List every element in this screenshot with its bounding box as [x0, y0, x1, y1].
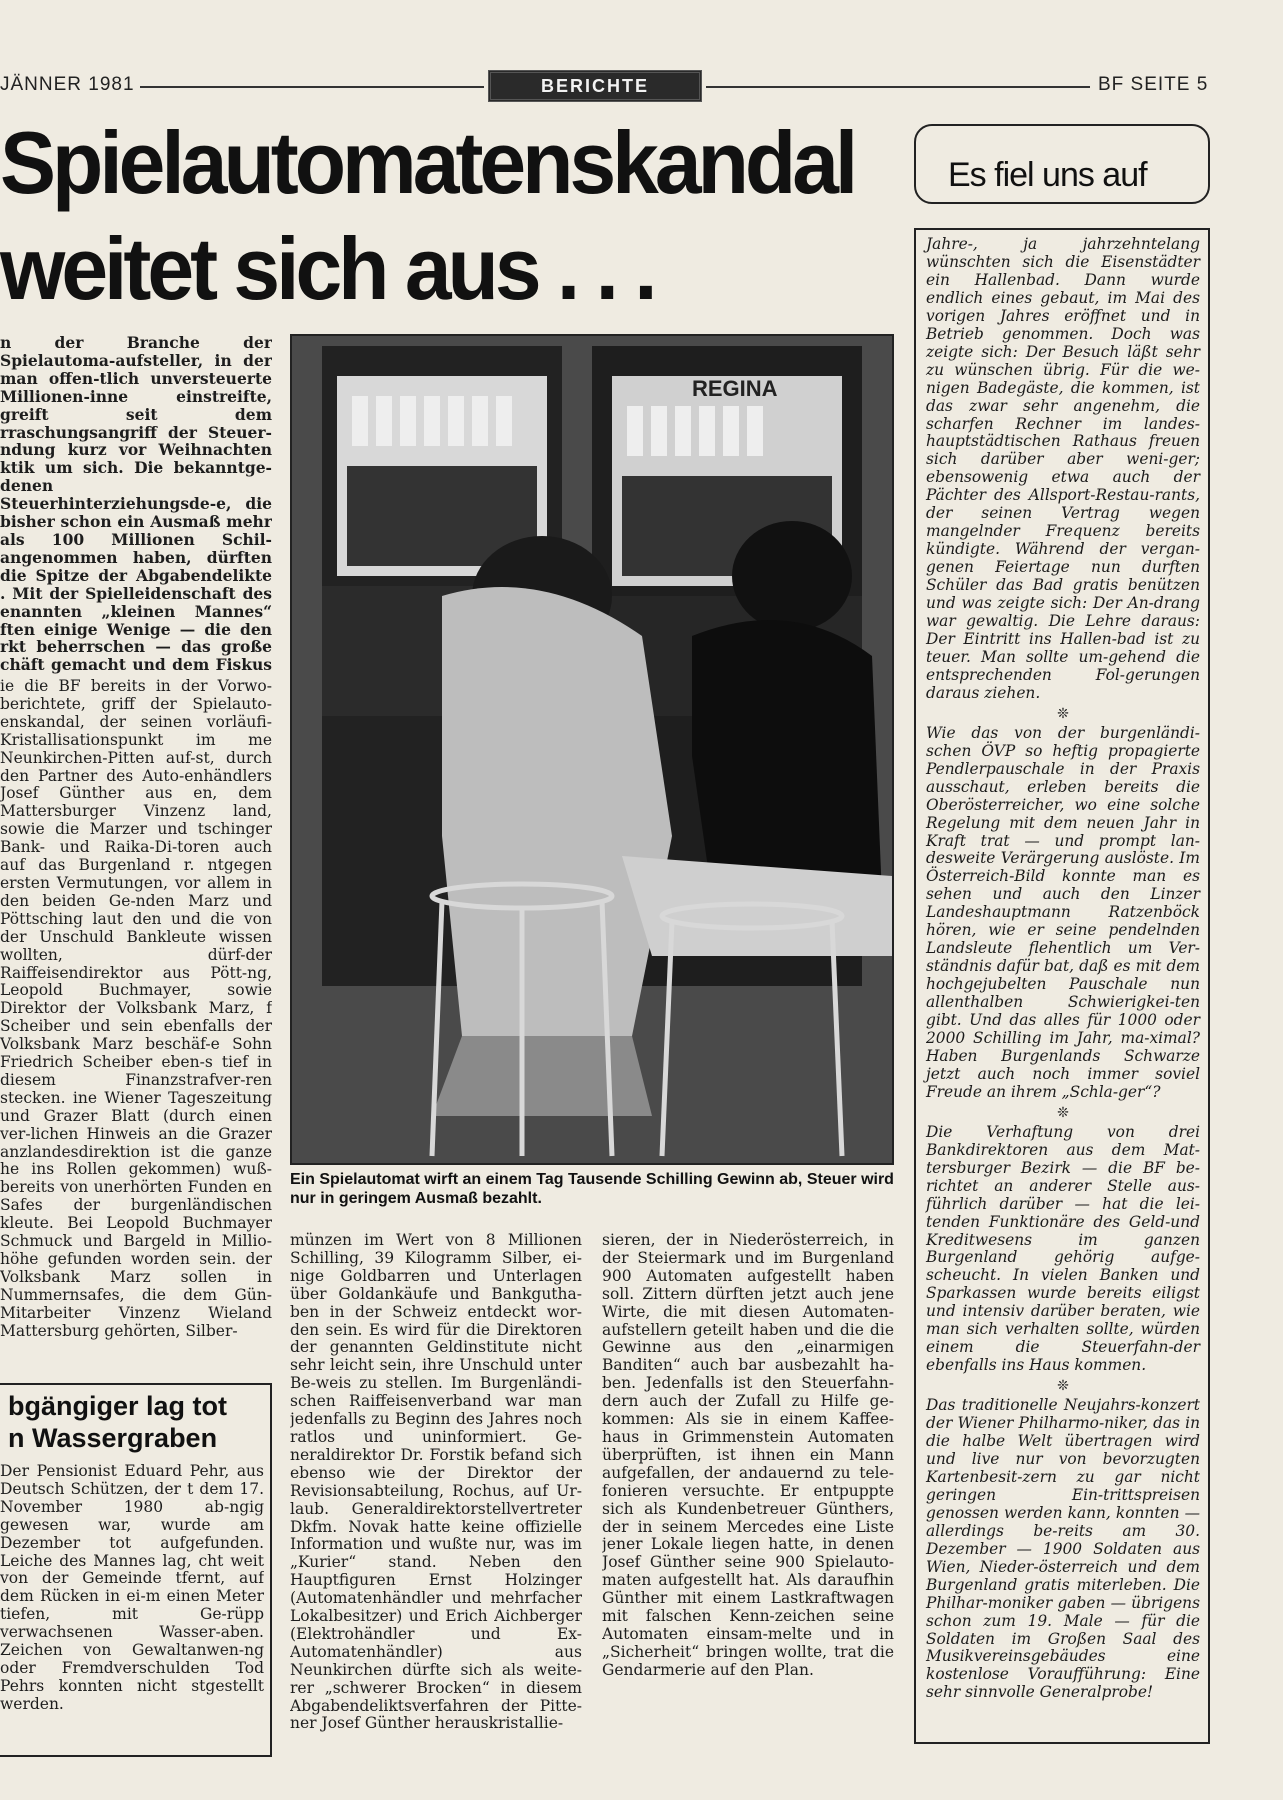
- separator-icon: ❊: [1057, 1378, 1069, 1395]
- issue-date: JÄNNER 1981: [0, 74, 135, 95]
- slot-machine-photo: [290, 334, 894, 1165]
- headline-line1: Spielautomatenskandal: [0, 113, 855, 212]
- machine-label: REGINA: [692, 376, 778, 401]
- sidebar-item: Wie das von der burgenländi-schen ÖVP so heftig propagierte Pendlerpauschale in der Praxis ausschaut, erleben bereits die Oberösterreicher, wo eine solche Regelung mit dem neuen Jahr in Kraft trat — und prompt lan-desweite Verärgerung auslöste. Im Österreich-Bild konnte man es sehen und auch den Linzer Landeshauptmann Ratzenböck hören, wie er seine pendelnden Landsleute flehentlich um Ver-ständnis dafür bat, daß es mit dem hochgejubelten Pauschale nun allenthalben Schwierigkei-ten gibt. Und das alles für 1000 oder 2000 Schilling im Jahr, ma-ximal? Haben Burgenlands Schwarze jetzt auch noch immer soviel Freude an ihrem „Schla-ger“?: [926, 723, 1200, 1101]
- side-story-title-line2: n Wassergraben: [8, 1423, 218, 1453]
- sidebar-content: [926, 236, 1200, 1702]
- article-column-1: ie die BF bereits in der Vorwo-berichtete, griff der Spielauto-enskandal, der seinen vorläufi-Kristallisationspunkt im me Neunkirchen-Pitten auf-st, durch den Partner des Auto-enhändlers Josef Günther aus en, dem Mattersburger Vinzenz land, sowie die Marzer und tschinger Bank- und Raika-Di-toren auch auf das Burgenland r. ntgegen ersten Vermutungen, vor allem in den beiden Ge-nden Marz und Pöttsching laut den und die von der Unschuld Bankleute wissen wollten, dürf-der Raiffeisendirektor aus Pött-ng, Leopold Buchmayer, sowie Direktor der Volksbank Marz, f Scheiber und sein ebenfalls der Volksbank Marz beschäf-e Sohn Friedrich Scheiber eben-s tief in diesem Finanzstrafver-ren stecken. ine Wiener Tageszeitung und Grazer Blatt (durch einen ver-lichen Hinweis an die Grazer anzlandesdirektion ist die ganze he ins Rollen gekommen) wuß-bereits von unerhörten Funden en Safes der burgenländischen kleute. Bei Leopold Buchmayer Schmuck und Bargeld in Millio-höhe gefunden worden sein. der Volksbank Marz sollen in Nummernsafes, die dem Gün-Mitarbeiter Vinzenz Wieland Mattersburg gehörten, Silber-: [0, 678, 272, 1340]
- side-story-text: Der Pensionist Eduard Pehr, aus Deutsch Schützen, der t dem 17. November 1980 ab-ngig gewesen war, wurde am Dezember tot aufgefunden. Leiche des Mannes lag, cht weit von der Gemeinde tfernt, auf dem Rücken in ei-m einen Meter tiefen, mit Ge-rüpp verwachsenen Wasser-aben. Zeichen von Gewaltanwen-ng oder Fremdverschulden Tod Pehrs konnten nicht stgestellt werden.: [0, 1463, 264, 1713]
- side-story-title-line1: bgängiger lag tot: [8, 1391, 227, 1421]
- separator-icon: ❊: [1057, 1104, 1069, 1121]
- article-column-3: sieren, der in Niederösterreich, in der Steiermark und im Burgenland 900 Automaten aufgestellt haben soll. Zittern dürften jetzt auch jene Wirte, die mit diesen Automaten-aufstellern geteilt haben und die die Gewinne aus den „einarmigen Banditen“ auch bar ausbezahlt ha-ben. Jedenfalls ist den Steuerfahn-dern auch der Zufall zu Hilfe ge-kommen: Als sie in einem Kaffee-haus in Grimmenstein Automaten überprüften, ist ihnen ein Mann aufgefallen, der andauernd zu tele-fonieren versuchte. Er entpuppte sich als Kundenbetreuer Günthers, der in seinem Mercedes eine Liste jener Lokale liegen hatte, in denen Josef Günther seine 900 Spielauto-maten aufgestellt hat. Als daraufhin Günther mit einem Lastkraftwagen mit falschen Kenn-zeichen seine Automaten einsam-melte und in „Sicherheit“ bringen wollte, trat die Gendarmerie auf den Plan.: [602, 1232, 894, 1679]
- header-rule-right: [706, 86, 1090, 88]
- article-column-2: münzen im Wert von 8 Millionen Schilling, 39 Kilogramm Silber, ei-nige Goldbarren und Unterlagen über Goldankäufe und Bankgutha-ben in der Schweiz entdeckt wor-den sein. Es wird für die Direktoren der genannten Geldinstitute nicht sehr leicht sein, ihre Unschuld unter Be-weis zu stellen. Im Burgenländi-schen Raiffeisenverband war man jedenfalls zu Beginn des Jahres noch ratlos und uninformiert. Ge-neraldirektor Dr. Forstik befand sich ebenso wie der Direktor der Revisionsabteilung, Rochus, auf Ur-laub. Generaldirektorstellvertreter Dkfm. Novak hatte keine offizielle Information und wußte nur, was im „Kurier“ stand. Neben den Hauptfiguren Ernst Holzinger (Automatenhändler und mehrfacher Lokalbesitzer) und Erich Aichberger (Elektrohändler und Ex-Automatenhändler) aus Neunkirchen dürfte sich als weite-rer „schwerer Brocken“ in diesem Abgabendeliktsverfahren der Pitte-ner Josef Günther herauskristallie-: [290, 1232, 582, 1733]
- article-lead: n der Branche der Spielautoma-aufsteller, in der man offen-tlich unversteuerte Millionen-inne einstreifte, greift seit dem rraschungsangriff der Steuer-ndung kurz vor Weihnachten ktik um sich. Die bekanntge-denen Steuerhinterziehungsde-e, die bisher schon ein Ausmaß mehr als 100 Millionen Schil-angenommen haben, dürften die Spitze der Abgabendelikte . Mit der Spielleidenschaft des enannten „kleinen Mannes“ ften einige Wenige — die den rkt beherrschen — das große chäft gemacht und dem Fiskus: [0, 334, 272, 674]
- side-story-title: [8, 1390, 268, 1454]
- sidebar-item: Das traditionelle Neujahrs-konzert der Wiener Philharmo-niker, das in die halbe Welt übertragen wird und live nur von bevorzugten Kartenbesit-zern zu gar nicht geringen Ein-trittspreisen genossen werden kann, konnten — allerdings be-reits am 30. Dezember — 1900 Soldaten aus Wien, Nieder-österreich und dem Burgenland gratis miterleben. Die Philhar-moniker gaben — übrigens schon zum 19. Male — für die Soldaten im Großen Saal des Musikvereinsgebäudes eine kostenlose Voraufführung: Eine sehr sinnvolle Generalprobe!: [926, 1396, 1200, 1702]
- page-number: BF SEITE 5: [1098, 74, 1209, 95]
- sidebar-item: Jahre-, ja jahrzehntelang wünschten sich die Eisenstädter ein Hallenbad. Dann wurde endlich eines gebaut, im Mai des vorigen Jahres eröffnet und in Betrieb genommen. Doch was zeigte sich: Der Besuch läßt sehr zu wünschen übrig. Für die we-nigen Badegäste, die kommen, ist das zwar sehr angenehm, die scharfen Rechner im landes-hauptstädtischen Rathaus freuen sich darüber aber weni-ger; ebensowenig etwa auch der Pächter des Allsport-Restau-rants, der seinen Vertrag wegen mangelnder Frequenz bereits kündigte. Während der vergan-genen Feiertage nun durften Schüler das Bad gratis benützen und was zeigte sich: Der An-drang war gewaltig. Die Lehre daraus: Der Eintritt ins Hallen-bad ist zu teuer. Man sollte um-gehend die entsprechenden Fol-gerungen daraus ziehen.: [926, 235, 1200, 702]
- header-rule-left: [140, 86, 484, 88]
- photo-illustration: [292, 336, 892, 1163]
- photo-caption: Ein Spielautomat wirft an einem Tag Tausende Schilling Gewinn ab, Steuer wird nur in geringem Ausmaß bezahlt.: [290, 1171, 894, 1207]
- section-label: BERICHTE: [488, 70, 702, 102]
- sidebar-title: Es fiel uns auf: [948, 156, 1147, 194]
- headline-line2: weitet sich aus . . .: [0, 219, 654, 318]
- sidebar-item: Die Verhaftung von drei Bankdirektoren aus dem Mat-tersburger Bezirk — die BF be-richtet an anderer Stelle aus-führlich darüber — hat die lei-tenden Funktionäre des Geld-und Kreditwesens im ganzen Burgenland gehörig aufge-scheucht. In vielen Banken und Sparkassen wurde bereits eiligst und intensiv darüber beraten, wie man sich verhalten sollte, würden einem die Steuerfahn-der ebenfalls ins Haus kommen.: [926, 1122, 1200, 1375]
- separator-icon: ❊: [1057, 705, 1069, 722]
